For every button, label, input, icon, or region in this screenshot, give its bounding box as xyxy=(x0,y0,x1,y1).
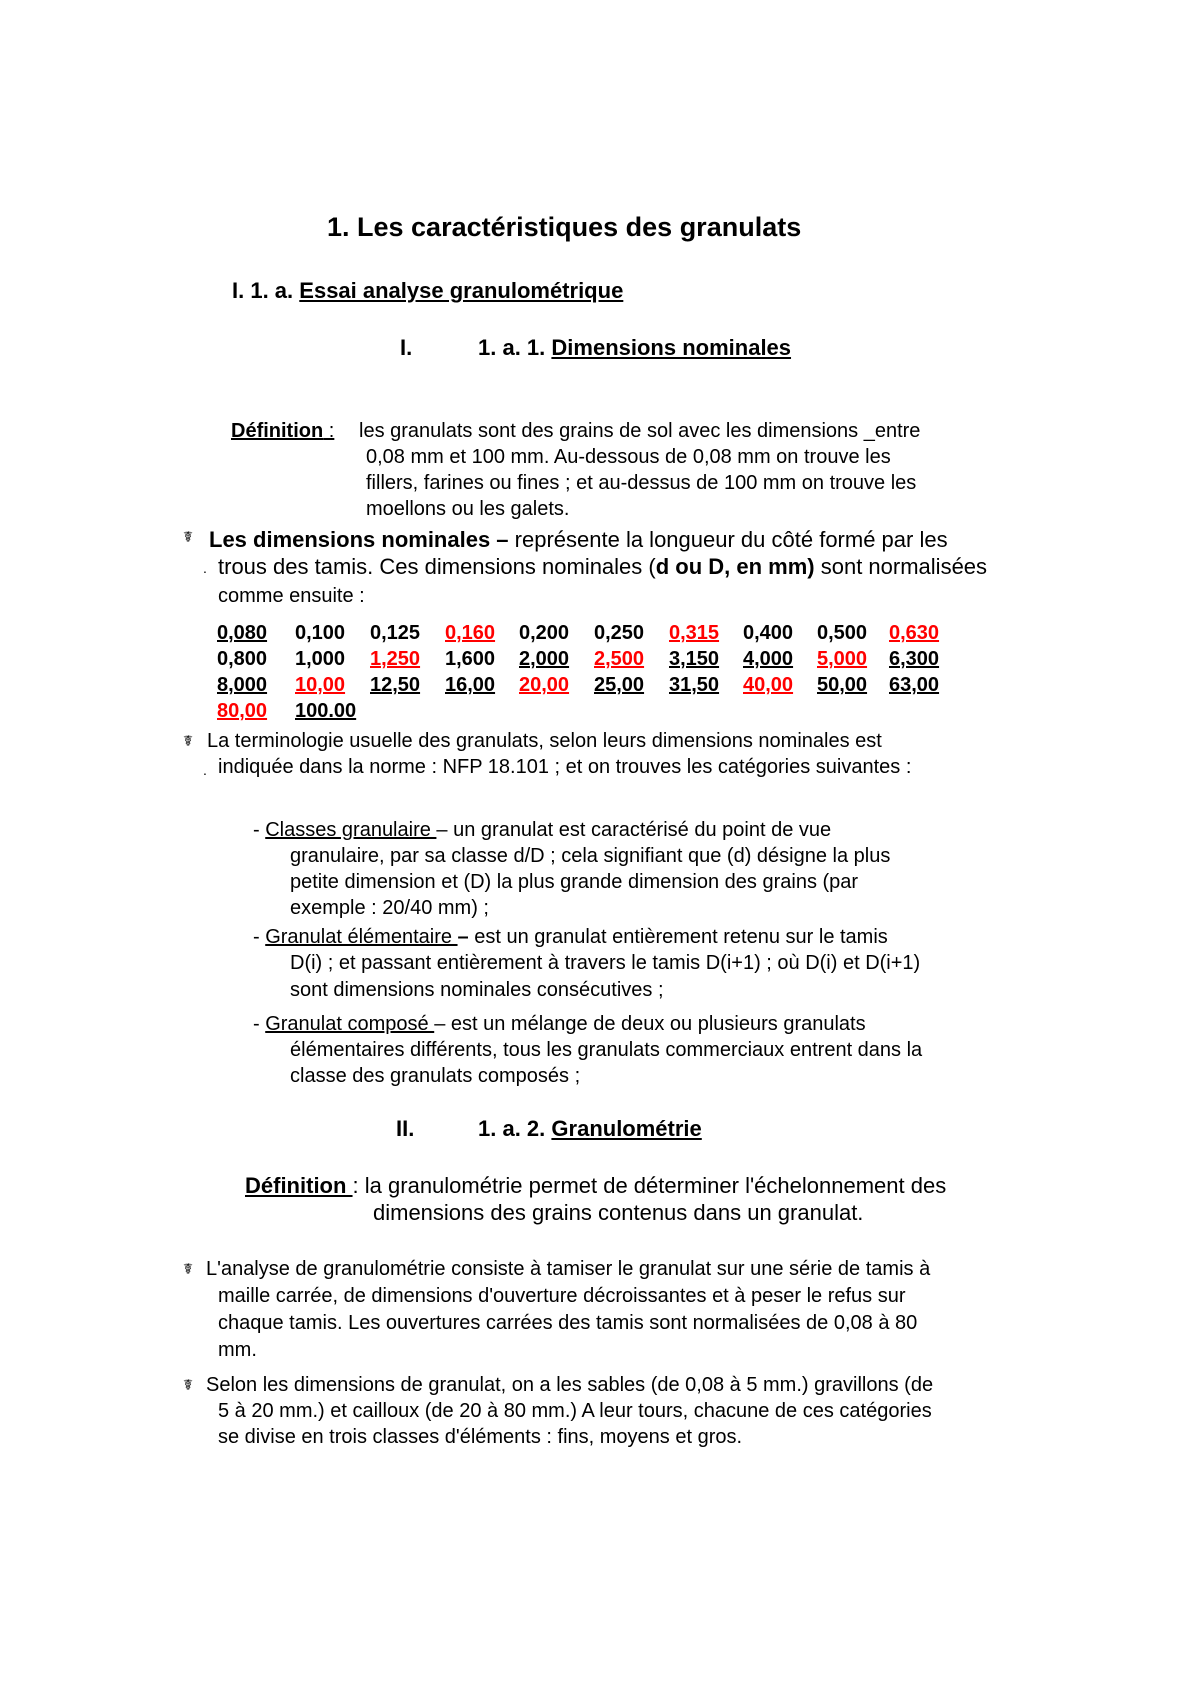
definition-line: moellons ou les galets. xyxy=(366,498,570,520)
dimension-value: 0,315 xyxy=(669,622,720,644)
caduceus-bullet-icon: ☤ xyxy=(183,732,194,750)
category-line: classe des granulats composés ; xyxy=(290,1065,581,1087)
category-sep: – xyxy=(457,926,469,948)
analyse-line: mm. xyxy=(218,1339,257,1361)
dimension-value: 8,000 xyxy=(217,674,268,696)
nominal-bold-lead: Les dimensions nominales – xyxy=(209,527,509,552)
section-heading-1a xyxy=(232,278,623,304)
section-roman-I: I. xyxy=(400,335,413,360)
nominal-line2-post: sont normalisées xyxy=(814,554,988,579)
dimension-value: 6,300 xyxy=(889,648,940,670)
category-line: petite dimension et (D) la plus grande dimension des grains (par xyxy=(290,871,859,893)
definition-label-text: Définition xyxy=(231,420,324,442)
dimension-value: 1,000 xyxy=(295,648,346,670)
dimension-value: 100.00 xyxy=(295,700,357,722)
category-label: Granulat composé xyxy=(265,1013,435,1035)
dimension-value: 2,500 xyxy=(594,648,645,670)
dimension-value: 25,00 xyxy=(594,674,645,696)
dimension-value: 63,00 xyxy=(889,674,940,696)
category-sep: – xyxy=(436,819,448,841)
nominal-line2-pre: trous des tamis. Ces dimensions nominales ( xyxy=(218,554,656,579)
definition2-line-1 xyxy=(245,1172,946,1199)
dimension-value: 0,200 xyxy=(519,622,570,644)
dimension-value: 40,00 xyxy=(743,674,794,696)
definition-line: les granulats sont des grains de sol avec les dimensions _entre xyxy=(359,420,921,442)
section-1a2-prefix: 1. a. 2. xyxy=(478,1116,546,1141)
page-title: 1. Les caractéristiques des granulats xyxy=(327,212,802,242)
dimension-value: 20,00 xyxy=(519,674,570,696)
dimension-value: 16,00 xyxy=(445,674,496,696)
nominal-line2-bold: d ou D, en mm) xyxy=(655,554,815,579)
category-dash: - xyxy=(253,1013,266,1035)
terminology-line-2: indiquée dans la norme : NFP 18.101 ; et on trouves les catégories suivantes : xyxy=(218,756,912,778)
section-heading-1a2 xyxy=(478,1116,702,1142)
dimension-value: 5,000 xyxy=(817,648,868,670)
dimension-value: 1,250 xyxy=(370,648,421,670)
section-1a1-label: Dimensions nominales xyxy=(551,335,792,360)
caduceus-bullet-icon: ☤ xyxy=(183,528,194,546)
category-item xyxy=(253,924,888,950)
selon-line: se divise en trois classes d'éléments : fins, moyens et gros. xyxy=(218,1426,743,1448)
category-item xyxy=(253,1011,866,1037)
category-text: est un granulat entièrement retenu sur le tamis xyxy=(468,926,888,948)
dimension-value: 0,160 xyxy=(445,622,496,644)
category-item xyxy=(253,817,831,843)
dimension-value: 0,800 xyxy=(217,648,268,670)
definition-label xyxy=(231,418,334,444)
dimension-value: 31,50 xyxy=(669,674,720,696)
category-line: D(i) ; et passant entièrement à travers le tamis D(i+1) ; où D(i) et D(i+1) xyxy=(290,952,921,974)
analyse-line: maille carrée, de dimensions d'ouverture décroissantes et à peser le refus sur xyxy=(218,1285,906,1307)
category-line: sont dimensions nominales consécutives ; xyxy=(290,979,664,1001)
dimension-value: 0,400 xyxy=(743,622,794,644)
section-1a1-prefix: 1. a. 1. xyxy=(478,335,546,360)
bullet-dot: . xyxy=(203,560,207,576)
caduceus-bullet-icon: ☤ xyxy=(183,1376,194,1394)
caduceus-bullet-icon: ☤ xyxy=(183,1260,194,1278)
analyse-line: chaque tamis. Les ouvertures carrées des tamis sont normalisées de 0,08 à 80 xyxy=(218,1312,918,1334)
definition2-label: Définition xyxy=(245,1173,353,1198)
category-line: élémentaires différents, tous les granulats commerciaux entrent dans la xyxy=(290,1039,923,1061)
dimension-value: 3,150 xyxy=(669,648,720,670)
category-line: granulaire, par sa classe d/D ; cela signifiant que (d) désigne la plus xyxy=(290,845,891,867)
dimension-value: 0,630 xyxy=(889,622,940,644)
nominal-line-3: comme ensuite : xyxy=(218,585,365,607)
section-1a-prefix: I. 1. a. xyxy=(232,278,294,303)
section-1a-label: Essai analyse granulométrique xyxy=(299,278,624,303)
terminology-line-1: La terminologie usuelle des granulats, selon leurs dimensions nominales est xyxy=(207,730,882,752)
selon-line: Selon les dimensions de granulat, on a les sables (de 0,08 à 5 mm.) gravillons (de xyxy=(206,1374,934,1396)
definition-label-sep: : xyxy=(323,420,335,442)
dimension-value: 0,100 xyxy=(295,622,346,644)
definition2-line-2: dimensions des grains contenus dans un granulat. xyxy=(373,1200,864,1225)
definition2-sep: : xyxy=(352,1173,359,1198)
bullet-dot: . xyxy=(203,762,207,778)
dimension-value: 0,125 xyxy=(370,622,421,644)
nominal-text: représente la longueur du côté formé par les xyxy=(508,527,948,552)
category-text: un granulat est caractérisé du point de vue xyxy=(447,819,832,841)
dimension-value: 0,500 xyxy=(817,622,868,644)
definition-line: fillers, farines ou fines ; et au-dessus de 100 mm on trouve les xyxy=(366,472,917,494)
category-line: exemple : 20/40 mm) ; xyxy=(290,897,489,919)
definition2-text: la granulométrie permet de déterminer l'échelonnement des xyxy=(358,1173,947,1198)
dimension-value: 80,00 xyxy=(217,700,268,722)
category-label: Classes granulaire xyxy=(265,819,437,841)
dimension-value: 12,50 xyxy=(370,674,421,696)
nominal-line-1 xyxy=(209,526,948,553)
category-sep: – xyxy=(434,1013,446,1035)
dimension-value: 0,080 xyxy=(217,622,268,644)
dimension-value: 50,00 xyxy=(817,674,868,696)
nominal-line-2 xyxy=(218,553,987,580)
section-1a2-label: Granulométrie xyxy=(551,1116,702,1141)
category-dash: - xyxy=(253,926,266,948)
dimension-value: 2,000 xyxy=(519,648,570,670)
dimension-value: 10,00 xyxy=(295,674,346,696)
definition-line: 0,08 mm et 100 mm. Au-dessous de 0,08 mm on trouve les xyxy=(366,446,891,468)
section-roman-II: II. xyxy=(396,1116,415,1141)
selon-line: 5 à 20 mm.) et cailloux (de 20 à 80 mm.) A leur tours, chacune de ces catégories xyxy=(218,1400,932,1422)
dimension-value: 1,600 xyxy=(445,648,496,670)
analyse-line: L'analyse de granulométrie consiste à tamiser le granulat sur une série de tamis à xyxy=(206,1258,931,1280)
category-label: Granulat élémentaire xyxy=(265,926,458,948)
section-heading-1a1 xyxy=(478,335,791,361)
dimension-value: 0,250 xyxy=(594,622,645,644)
category-dash: - xyxy=(253,819,266,841)
dimension-value: 4,000 xyxy=(743,648,794,670)
category-text: est un mélange de deux ou plusieurs granulats xyxy=(445,1013,866,1035)
